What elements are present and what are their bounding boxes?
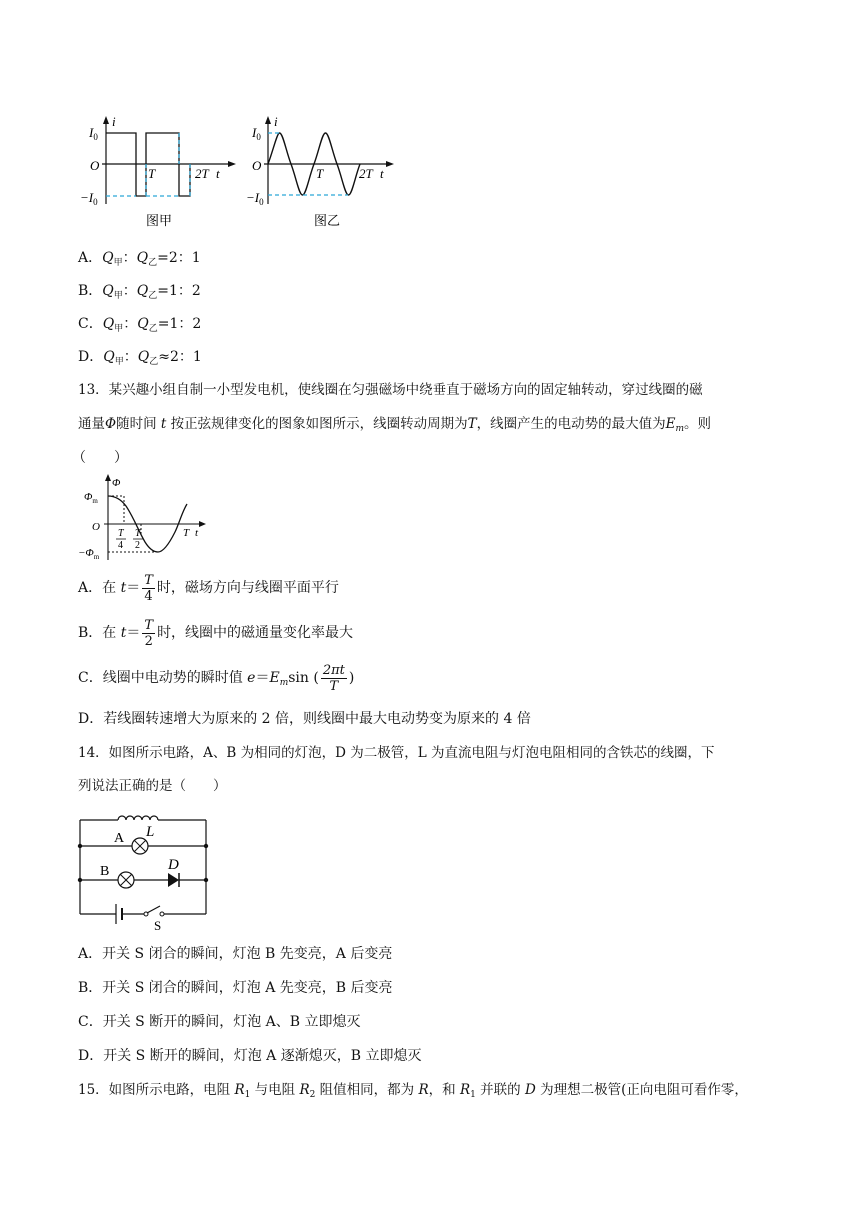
q13-blank: （ ） [72, 450, 128, 466]
q13-fig-t: t [195, 527, 199, 539]
q14-fig-D: D [168, 857, 179, 873]
fig-b-2T: 2T [359, 166, 373, 181]
q13-option-b: B．在 t＝ $\frac{T}{2}$ 时，线圈中的磁通量变化率最大 [78, 617, 354, 649]
q14-fig-B: B [100, 864, 110, 879]
fig-a-t: t [216, 166, 220, 181]
fig-a-i: i [112, 116, 116, 129]
q14-option-a: A．开关 S 闭合的瞬间，灯泡 B 先变亮，A 后变亮 [78, 946, 393, 962]
q13-option-a: A．在 t＝ $\frac{T}{4}$ 时，磁场方向与线圈平面平行 [78, 572, 339, 604]
figure-jia [76, 116, 236, 232]
q14-option-c: C．开关 S 断开的瞬间，灯泡 A、B 立即熄灭 [78, 1014, 361, 1030]
fig-b-I0: $I_0$ [252, 125, 261, 142]
fig-b-i: i [274, 116, 278, 129]
figure-yi [246, 116, 396, 232]
fig-a-T: T [148, 166, 156, 181]
q13-stem-line2: 通量Φ随时间 t 按正弦规律变化的图象如图所示，线圈转动周期为T，线圈产生的电动势的最大值为$E_m$。则 [78, 416, 712, 434]
q13-fig-negphim: $-\Phi_m$ [78, 547, 100, 561]
q14-fig-L: L [146, 824, 155, 840]
q15-stem-line1: 15．如图所示电路，电阻 $R_1$ 与电阻 $R_2$ 阻值相同，都为 R，和 $R_1$ 并联的 D 为理想二极管(正向电阻可看作零， [78, 1082, 748, 1100]
q12-option-d: D．$Q_甲$：$Q_乙\approx 2$：1 [78, 349, 202, 367]
q13-fig-T4-num: T [118, 528, 124, 539]
fig-b-caption: 图乙 [314, 213, 341, 228]
figure-q13-flux [78, 474, 208, 566]
q13-fig-T2-num: T [135, 528, 141, 539]
q13-stem-line1: 13．某兴趣小组自制一小型发电机，使线圈在匀强磁场中绕垂直于磁场方向的固定轴转动，穿过线圈的磁 [78, 382, 703, 398]
q13-fig-T: T [183, 527, 190, 539]
q12-option-c: C．$Q_甲$：$Q_乙=1$：2 [78, 316, 202, 334]
q14-stem-line1: 14．如图所示电路，A、B 为相同的灯泡，D 为二极管，L 为直流电阻与灯泡电阻相同的含铁芯的线圈，下 [78, 745, 715, 761]
figure-q14-circuit [74, 806, 214, 932]
q12-option-a: A．$Q_甲$：$Q_乙=2$：1 [78, 250, 201, 268]
q13-fig-O: O [92, 521, 100, 533]
q12-option-b: B．$Q_甲$：$Q_乙=1$：2 [78, 283, 201, 301]
fig-a-negI0: $-I_0$ [80, 190, 98, 207]
q14-fig-A: A [114, 831, 125, 846]
fig-b-t: t [380, 166, 384, 181]
fig-b-O: O [252, 158, 262, 173]
fig-a-I0: $I_0$ [89, 125, 98, 142]
q13-fig-phim: $\Phi_m$ [84, 491, 98, 505]
q14-option-b: B．开关 S 闭合的瞬间，灯泡 A 先变亮，B 后变亮 [78, 980, 393, 996]
q14-stem-line2: 列说法正确的是（ ） [78, 778, 227, 794]
fig-b-negI0: $-I_0$ [246, 190, 264, 207]
q13-fig-phi: Φ [112, 477, 121, 489]
q14-option-d: D．开关 S 断开的瞬间，灯泡 A 逐渐熄灭，B 立即熄灭 [78, 1048, 422, 1064]
fig-a-caption: 图甲 [146, 213, 173, 228]
fig-a-2T: 2T [195, 166, 209, 181]
q13-fig-T2-den: 2 [135, 540, 140, 551]
q14-fig-S: S [154, 918, 162, 932]
q13-option-c: C．线圈中电动势的瞬时值 $e=E_m\sin$ ( $\frac{2\pi t}{T}$ ) [78, 662, 355, 694]
q13-option-d: D．若线圈转速增大为原来的 2 倍，则线圈中最大电动势变为原来的 4 倍 [78, 711, 531, 727]
q13-fig-T4-den: 4 [118, 540, 123, 551]
fig-a-O: O [90, 158, 100, 173]
fig-b-T: T [316, 166, 324, 181]
